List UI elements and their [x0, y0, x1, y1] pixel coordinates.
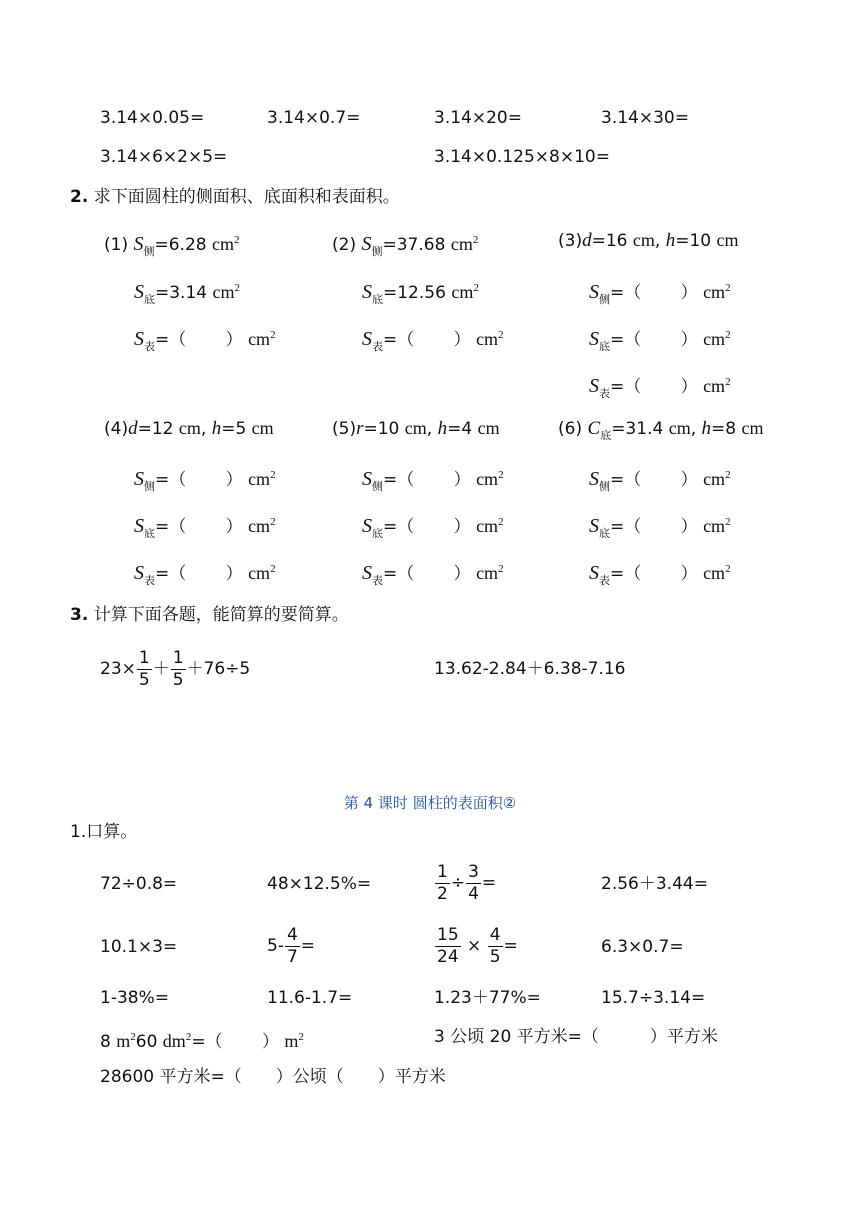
subscript: 底	[372, 527, 383, 540]
answer-blank[interactable]: =（ ）	[610, 377, 698, 397]
subscript: 侧	[599, 480, 610, 493]
unit: cm	[404, 418, 427, 438]
subscript: 表	[144, 574, 155, 587]
symbol-s: S	[134, 281, 144, 303]
fraction	[137, 648, 152, 691]
expression-1	[100, 644, 250, 694]
symbol-s: S	[134, 562, 144, 584]
answer-blank[interactable]: =（ ）	[155, 517, 243, 537]
separator: ,	[654, 231, 661, 251]
question-3-heading	[70, 604, 349, 626]
subscript: 侧	[372, 480, 383, 493]
equals: =	[300, 936, 316, 956]
unit: cm	[476, 516, 499, 536]
symbol-h: h	[665, 230, 676, 251]
question-number: 2.	[70, 187, 89, 207]
symbol-s: S	[589, 328, 599, 350]
superscript: 2	[725, 516, 731, 528]
numerator: 1	[172, 647, 184, 668]
answer-blank[interactable]: =（ ）	[610, 330, 698, 350]
problem-5-base	[362, 511, 504, 545]
value: =6.28	[154, 235, 207, 255]
superscript: 2	[498, 516, 504, 528]
numerator: 1	[138, 647, 150, 668]
superscript: 2	[270, 329, 276, 341]
problem-6-surface	[589, 558, 731, 592]
unit: cm	[716, 230, 739, 250]
value: =4	[447, 419, 473, 439]
superscript: 2	[725, 563, 731, 575]
symbol-s: S	[589, 515, 599, 537]
unit: cm	[741, 418, 764, 438]
expr-part: ＋76÷5	[186, 659, 251, 679]
unit: cm	[212, 282, 235, 302]
calc-item: 3.14×0.7=	[267, 108, 361, 128]
problem-4-base	[134, 511, 276, 545]
unit-conversion-2[interactable]: 3 公顷 20 平方米=（ ）平方米	[434, 1027, 718, 1047]
unit: cm	[632, 230, 655, 250]
superscript: 2	[498, 329, 504, 341]
oral-item: 1.23＋77%=	[434, 988, 541, 1008]
question-2-heading	[70, 186, 400, 208]
fraction	[285, 925, 300, 968]
problem-3-base	[589, 324, 731, 358]
unit: cm	[703, 469, 726, 489]
denominator: 5	[172, 669, 184, 690]
value: =3.14	[155, 283, 208, 303]
calc-item: 3.14×0.05=	[100, 108, 205, 128]
unit: cm	[476, 563, 499, 583]
subscript: 侧	[144, 480, 155, 493]
superscript: 2	[472, 234, 479, 246]
symbol-s: S	[362, 515, 372, 537]
fraction	[435, 862, 450, 905]
answer-blank[interactable]: =（ ）	[610, 564, 698, 584]
symbol-d: d	[128, 418, 138, 439]
superscript: 2	[498, 563, 504, 575]
superscript: 2	[725, 329, 731, 341]
oral-item-fraction	[267, 923, 315, 969]
oral-item-fraction	[434, 923, 518, 969]
value: =37.68	[382, 235, 446, 255]
problem-3-given	[558, 229, 739, 252]
problem-2-side	[332, 229, 478, 263]
question-number: 3.	[70, 605, 89, 625]
unit: cm	[248, 516, 271, 536]
denominator: 5	[138, 669, 150, 690]
value: =5	[221, 419, 247, 439]
denominator: 24	[437, 946, 459, 967]
subscript: 底	[144, 527, 155, 540]
subscript: 底	[600, 429, 612, 442]
problem-label: (6)	[558, 419, 583, 439]
subscript: 表	[599, 574, 610, 587]
unit: cm	[703, 516, 726, 536]
denominator: 4	[468, 883, 479, 904]
fraction	[435, 925, 461, 968]
value: =16	[591, 231, 628, 251]
problem-3-surface	[589, 371, 731, 405]
subscript: 底	[599, 527, 610, 540]
value: =12	[137, 419, 174, 439]
problem-5-given	[332, 417, 500, 440]
oral-item: 48×12.5%=	[267, 874, 372, 894]
numerator: 4	[489, 924, 501, 945]
oral-item: 6.3×0.7=	[601, 937, 684, 957]
symbol-s: S	[589, 562, 599, 584]
symbol-s: S	[134, 515, 144, 537]
denominator: 7	[286, 946, 298, 967]
unit-conversion-3[interactable]: 28600 平方米=（ ）公顷（ ）平方米	[100, 1067, 446, 1087]
symbol-s: S	[589, 281, 599, 303]
subscript: 表	[372, 574, 383, 587]
unit: cm	[668, 418, 691, 438]
unit: cm	[703, 376, 726, 396]
question-text: 口算。	[86, 822, 138, 842]
problem-label: (2)	[332, 235, 357, 255]
operator: ÷	[450, 873, 466, 893]
calc-item: 3.14×0.125×8×10=	[434, 147, 610, 167]
equals: =	[503, 936, 518, 956]
problem-5-side	[362, 464, 504, 498]
unit: m	[284, 1031, 299, 1051]
superscript: 2	[725, 376, 731, 388]
problem-2-base	[362, 277, 479, 311]
unit: cm	[703, 329, 726, 349]
expr-part: 23×	[100, 659, 136, 679]
problem-label: (4)	[104, 419, 129, 439]
answer-blank[interactable]: =（ ）	[383, 470, 471, 490]
subscript: 侧	[371, 245, 383, 258]
problem-1-side	[104, 229, 240, 263]
subscript: 底	[372, 293, 383, 306]
symbol-s: S	[589, 468, 599, 490]
symbol-r: r	[356, 418, 364, 439]
value: =10	[675, 231, 712, 251]
problem-label: (3)	[558, 231, 583, 251]
oral-item: 15.7÷3.14=	[601, 988, 706, 1008]
symbol-c: C	[587, 418, 601, 439]
symbol-s: S	[134, 468, 144, 490]
problem-label: (1)	[104, 235, 129, 255]
question-text: 求下面圆柱的侧面积、底面积和表面积。	[93, 187, 400, 207]
value: 60	[135, 1032, 158, 1052]
fraction	[488, 925, 503, 968]
superscript: 2	[498, 469, 504, 481]
unit: cm	[476, 329, 499, 349]
problem-label: (5)	[332, 419, 357, 439]
superscript: 2	[234, 234, 240, 246]
expression-2: 13.62-2.84＋6.38-7.16	[434, 659, 626, 679]
problem-4-surface	[134, 558, 276, 592]
problem-5-surface	[362, 558, 504, 592]
problem-1-surface	[134, 324, 276, 358]
numerator: 4	[286, 924, 298, 945]
symbol-s: S	[362, 562, 372, 584]
answer-blank[interactable]: =（ ）	[155, 470, 243, 490]
superscript: 2	[130, 1031, 136, 1043]
answer-blank[interactable]: =（ ）	[155, 564, 243, 584]
symbol-s: S	[362, 468, 372, 490]
value: =12.56	[383, 283, 446, 303]
unit: cm	[248, 329, 271, 349]
value: 8	[100, 1032, 111, 1052]
answer-blank[interactable]: =（ ）	[610, 517, 698, 537]
separator: ,	[690, 419, 697, 439]
superscript: 2	[473, 282, 479, 294]
value: =31.4	[611, 419, 664, 439]
problem-4-side	[134, 464, 276, 498]
calc-item: 3.14×20=	[434, 108, 522, 128]
symbol-h: h	[211, 418, 222, 439]
operator: ×	[467, 936, 482, 956]
oral-item: 72÷0.8=	[100, 874, 178, 894]
numerator: 3	[468, 861, 479, 882]
symbol-d: d	[582, 230, 592, 251]
answer-blank[interactable]: =（ ）	[383, 564, 471, 584]
unit: cm	[476, 469, 499, 489]
lesson-title: 第 4 课时 圆柱的表面积②	[343, 794, 517, 812]
subscript: 表	[372, 340, 383, 353]
unit: cm	[703, 282, 726, 302]
expr-part: ＋	[152, 659, 170, 679]
oral-item: 1-38%=	[100, 988, 169, 1008]
unit: cm	[248, 469, 271, 489]
symbol-s: S	[134, 328, 144, 350]
separator: ,	[426, 419, 433, 439]
symbol-h: h	[701, 418, 712, 439]
calc-item: 3.14×30=	[601, 108, 689, 128]
value: =10	[363, 419, 400, 439]
symbol-s: S	[361, 233, 372, 255]
problem-4-given	[104, 417, 274, 440]
answer-blank[interactable]: =（ ）	[610, 283, 698, 303]
subscript: 底	[599, 340, 610, 353]
fraction	[466, 862, 481, 905]
numerator: 15	[437, 924, 459, 945]
value: =8	[711, 419, 737, 439]
unit: cm	[248, 563, 271, 583]
symbol-s: S	[133, 233, 144, 255]
subscript: 底	[144, 293, 155, 306]
expr-part: 5-	[267, 936, 284, 956]
problem-1-base	[134, 277, 240, 311]
oral-item: 2.56＋3.44=	[601, 874, 708, 894]
symbol-s: S	[589, 375, 599, 397]
unit: cm	[451, 282, 474, 302]
unit: dm	[162, 1031, 186, 1051]
superscript: 2	[185, 1031, 192, 1043]
subscript: 侧	[143, 245, 155, 258]
problem-2-surface	[362, 324, 504, 358]
problem-6-side	[589, 464, 731, 498]
superscript: 2	[270, 563, 276, 575]
unit: cm	[703, 563, 726, 583]
superscript: 2	[270, 469, 276, 481]
subscript: 表	[144, 340, 155, 353]
unit: cm	[477, 418, 500, 438]
answer-blank[interactable]: =（ ）	[383, 517, 471, 537]
superscript: 2	[234, 282, 241, 294]
question-number: 1.	[70, 822, 87, 842]
subscript: 表	[599, 387, 610, 400]
problem-3-side	[589, 277, 731, 311]
denominator: 2	[437, 883, 448, 904]
problem-6-given	[558, 417, 763, 447]
symbol-s: S	[362, 328, 372, 350]
unit: cm	[450, 234, 473, 254]
superscript: 2	[725, 282, 731, 294]
equals: =	[481, 873, 497, 893]
subscript: 侧	[599, 293, 610, 306]
fraction	[171, 648, 186, 691]
superscript: 2	[725, 469, 731, 481]
oral-item: 10.1×3=	[100, 937, 178, 957]
answer-blank[interactable]: =（ ）	[155, 330, 243, 350]
oral-calc-heading	[70, 821, 137, 843]
superscript: 2	[298, 1031, 304, 1043]
unit: cm	[212, 234, 235, 254]
question-text: 计算下面各题，能简算的要简算。	[93, 605, 349, 625]
symbol-h: h	[437, 418, 448, 439]
numerator: 1	[437, 861, 448, 882]
oral-item-fraction	[434, 860, 496, 906]
calc-item: 3.14×6×2×5=	[100, 147, 228, 167]
unit: m	[116, 1031, 131, 1051]
unit: cm	[251, 418, 274, 438]
superscript: 2	[270, 516, 276, 528]
answer-blank[interactable]: =（ ）	[610, 470, 698, 490]
denominator: 5	[489, 946, 501, 967]
answer-blank[interactable]: =（ ）	[383, 330, 471, 350]
separator: ,	[200, 419, 207, 439]
answer-blank[interactable]: =（ ）	[191, 1032, 279, 1052]
unit-conversion-1	[100, 1026, 304, 1053]
oral-item: 11.6-1.7=	[267, 988, 353, 1008]
unit: cm	[178, 418, 201, 438]
problem-6-base	[589, 511, 731, 545]
symbol-s: S	[362, 281, 372, 303]
